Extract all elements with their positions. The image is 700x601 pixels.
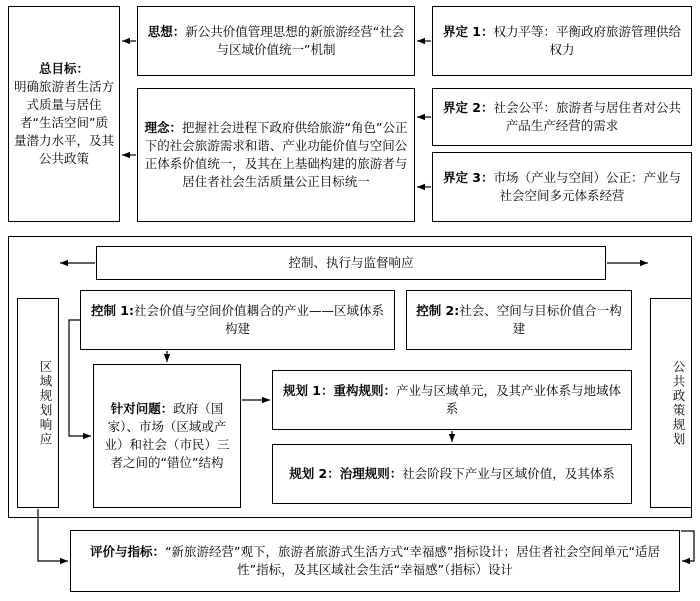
box-plan-2-text: 规划 2：治理规则：社会阶段下产业与区域价值，及其体系 bbox=[289, 465, 615, 481]
box-control-2-text: 控制 2:社会、空间与目标价值合一构建 bbox=[416, 302, 622, 336]
box-problem bbox=[93, 364, 241, 508]
box-plan-1 bbox=[272, 370, 632, 430]
box-evaluation-indicators bbox=[70, 530, 680, 592]
box-total-goal-text: 总目标： 明确旅游者生活方式质量与居住者“生活空间”质量潜力水平，及其公共政策 bbox=[14, 60, 115, 167]
box-public-policy-planning bbox=[650, 298, 692, 508]
box-control-1-text: 控制 1:社会价值与空间价值耦合的产业——区域体系构建 bbox=[90, 302, 385, 336]
box-thought bbox=[137, 6, 415, 76]
box-control-bar bbox=[96, 246, 606, 280]
box-definition-1-text: 界定 1：权力平等：平衡政府旅游管理供给权力 bbox=[442, 23, 682, 57]
box-concept bbox=[137, 88, 415, 222]
box-definition-3 bbox=[432, 152, 692, 222]
box-control-2 bbox=[406, 290, 632, 350]
box-thought-text: 思想：新公共价值管理思想的新旅游经营“社会与区域价值统一”机制 bbox=[147, 23, 405, 57]
box-evaluation-indicators-text: 评价与指标：“新旅游经营”观下，旅游者旅游式生活方式“幸福感”指标设计；居住者社会空间单元“适居性”指标，及其区域社会生活“幸福感”（指标）设计 bbox=[90, 543, 660, 577]
box-total-goal bbox=[8, 6, 120, 222]
box-definition-2-text: 界定 2：社会公平：旅游者与居住者对公共产品生产经营的需求 bbox=[442, 99, 682, 133]
box-definition-2 bbox=[432, 88, 692, 146]
box-definition-3-text: 界定 3：市场（产业与空间）公正：产业与社会空间多元体系经营 bbox=[442, 169, 682, 203]
box-regional-planning-response-text: 区域规划响应 bbox=[38, 359, 53, 447]
box-problem-text: 针对问题：政府（国家）、市场（区域或产业）和社会（市民）三者之间的“错位”结构 bbox=[104, 400, 230, 471]
box-public-policy-planning-text: 公共政策规划 bbox=[671, 359, 686, 447]
box-regional-planning-response bbox=[17, 298, 59, 508]
box-concept-text: 理念：把握社会进程下政府供给旅游“角色”公正下的社会旅游需求和谐、产业功能价值与空间公正体系价值统一，及其在上基础构建的旅游者与居住者社会生活质量公正目标统一 bbox=[144, 119, 408, 190]
box-control-1 bbox=[80, 290, 395, 350]
box-control-bar-text: 控制、执行与监督响应 bbox=[288, 254, 414, 270]
box-definition-1 bbox=[432, 6, 692, 76]
box-plan-2 bbox=[272, 444, 632, 504]
box-plan-1-text: 规划 1：重构规则：产业与区域单元，及其产业体系与地域体系 bbox=[282, 382, 622, 416]
